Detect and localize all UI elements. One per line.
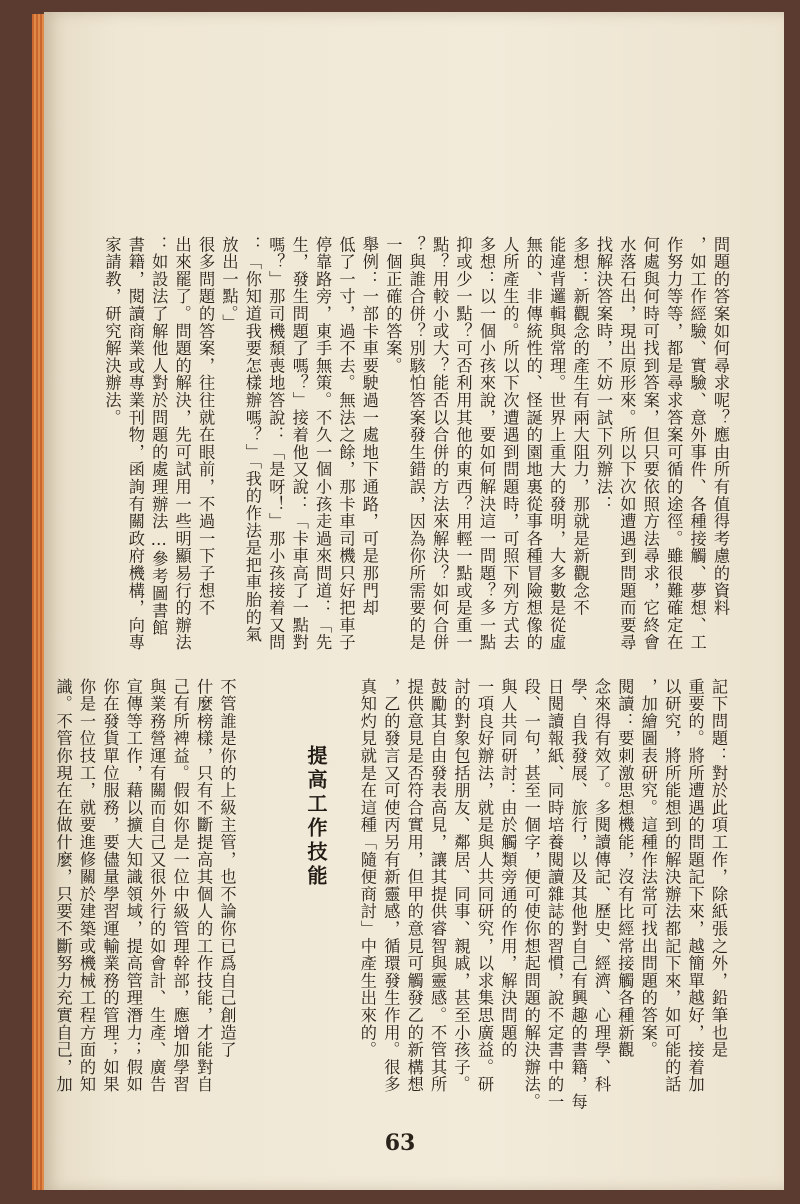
text-column: ：「你知道我要怎樣辦嗎？」「我的作法是把車胎的氣 xyxy=(242,236,262,644)
text-column: 出來罷了。問題的解決，先可試用一些明顯易行的辦法 xyxy=(172,236,192,652)
text-column: 無的、非傳統性的、怪誕的園地裏從事各種冒險想像的 xyxy=(523,236,543,652)
text-column: 以研究，將所能想到的解決辦法都記下來，如可能的話 xyxy=(662,678,682,1094)
section-title: 提高工作技能 xyxy=(304,745,328,889)
text-column: 很多問題的答案，往往就在眼前，不過一下子想不 xyxy=(196,236,216,617)
text-column: ，加繪圖表研究。這種作法常可找出問題的答案。 xyxy=(638,678,658,1059)
text-column: 鼓勵其自由發表高見，讓其提供睿智與靈感。不管其所 xyxy=(428,678,448,1094)
text-column: 低了一寸，過不去。無法之餘，那卡車司機只好把車子 xyxy=(336,236,356,652)
text-column: 家請教，研究解決辦法。 xyxy=(102,236,122,427)
text-column: 多想：新觀念的產生有兩大阻力，那就是新觀念不 xyxy=(570,236,590,617)
text-column: 一項良好辦法，就是與人共同研究，以求集思廣益。研 xyxy=(474,678,494,1094)
text-column: 念來得有效了。多閱讀傳記、歷史、經濟、心理學、科 xyxy=(591,678,611,1094)
text-column: 停靠路旁，東手無策。不久一個小孩走過來問道：「先 xyxy=(313,236,333,652)
text-column: 問題的答案如何尋求呢？應由所有值得考慮的資料 xyxy=(711,236,730,617)
upper-text-block xyxy=(102,236,732,656)
text-column: 不管誰是你的上級主管，也不論你已爲自己創造了 xyxy=(217,678,237,1059)
text-column: 作努力等等，都是尋求答案可循的途徑。雖很難確定在 xyxy=(664,236,684,652)
text-column: 書籍，閱讀商業或專業刊物，函詢有關政府機構，向專 xyxy=(125,236,145,652)
text-column: 與人共同研討：由於觸類旁通的作用，解決問題的 xyxy=(498,678,518,1059)
text-column: 生，發生問題了嗎？」接着他又說：「卡車高了一點對 xyxy=(289,236,309,652)
lower-text-block xyxy=(53,678,730,1111)
text-column: 舉例：一部卡車要駛過一處地下通路，可是那門却 xyxy=(359,236,379,617)
text-column: 水落石出，現出原形來。所以下次如遭遇到問題而要尋 xyxy=(617,236,637,652)
text-column: 段、一句，甚至一個字，便可使你想起問題的解決辦法。 xyxy=(521,678,541,1111)
text-column: 真知灼見就是在這種「隨便商討」中產生出來的。 xyxy=(357,678,377,1059)
text-column: 找解決答案時，不妨一試下列辦法： xyxy=(593,236,613,513)
text-column: 嗎？」那司機頹喪地答說：「是呀！」那小孩接着又問 xyxy=(266,236,286,652)
text-column: ，乙的發言又可使丙另有新靈感，循環發生作用。很多 xyxy=(381,678,401,1094)
text-column: ：如設法了解他人對於問題的處理辦法…參考圖書館 xyxy=(149,236,169,637)
text-column: 己有所裨益。假如你是一位中級管理幹部，應增加學習 xyxy=(170,678,190,1094)
text-column: ，如工作經驗、實驗、意外事件、各種接觸、夢想、工 xyxy=(687,236,707,652)
text-column: 何處與何時可找到答案，但只要依照方法尋求，它終會 xyxy=(640,236,660,652)
text-column: 提供意見是否符合實用，但甲的意見可觸發乙的新構想 xyxy=(404,678,424,1094)
text-column: 重要的。將所遭遇的問題記下來，越簡單越好，接着加 xyxy=(685,678,705,1094)
text-column: 學、自我發展、旅行，以及其他對自己有興趣的書籍，每 xyxy=(568,678,588,1111)
text-column: 你是一位技工，就要進修關於建築或機械工程方面的知 xyxy=(77,678,97,1094)
text-column: 與業務營運有關而自己又很外行的如會計、生產、廣告 xyxy=(147,678,167,1094)
page-number: 63 xyxy=(384,1130,416,1156)
text-column: 日閱讀報紙、同時培養閱讀雜誌的習慣，說不定書中的一 xyxy=(545,678,565,1111)
text-column: 點？用較小或大？能否以合併的方法來解決？如何合併 xyxy=(430,236,450,652)
text-column: 討的對象包括朋友、鄰居、同事、親戚，甚至小孩子。 xyxy=(451,678,471,1094)
text-column: 能違背邏輯與常理。世界上重大的發明，大多數是從虛 xyxy=(547,236,567,652)
text-column: ？與誰合併？別駭怕答案發生錯誤，因為你所需要的是 xyxy=(406,236,426,652)
text-column: 記下問題：對於此項工作，除紙張之外，鉛筆也是 xyxy=(709,678,728,1059)
text-column: 閱讀：要刺激思想機能，沒有比經常接觸各種新觀 xyxy=(615,678,635,1059)
text-column xyxy=(238,678,261,1093)
text-column: 多想：以一個小孩來說，要如何解決這一問題？多一點 xyxy=(476,236,496,652)
text-column: 人所產生的。所以下次遭遇到問題時，可照下列方式去 xyxy=(500,236,520,652)
text-column: 一個正確的答案。 xyxy=(383,236,403,375)
text-column: 識。不管你現在在做什麼，只要不斷努力充實自己，加 xyxy=(53,678,73,1094)
text-column: 你在發貨單位服務，要儘量學習運輸業務的管理；如果 xyxy=(100,678,120,1094)
text-column: 什麼榜樣，只有不斷提高其個人的工作技能，才能對自 xyxy=(194,678,214,1094)
text-column xyxy=(262,678,285,1093)
text-column: 抑或少一點？可否利用其他的東西？用輕一點或是重一 xyxy=(453,236,473,652)
text-column xyxy=(332,678,355,1093)
text-column: 宣傳等工作，藉以擴大知識領域，提高管理潛力；假如 xyxy=(123,678,143,1094)
text-column: 放出一點。」 xyxy=(219,236,239,332)
